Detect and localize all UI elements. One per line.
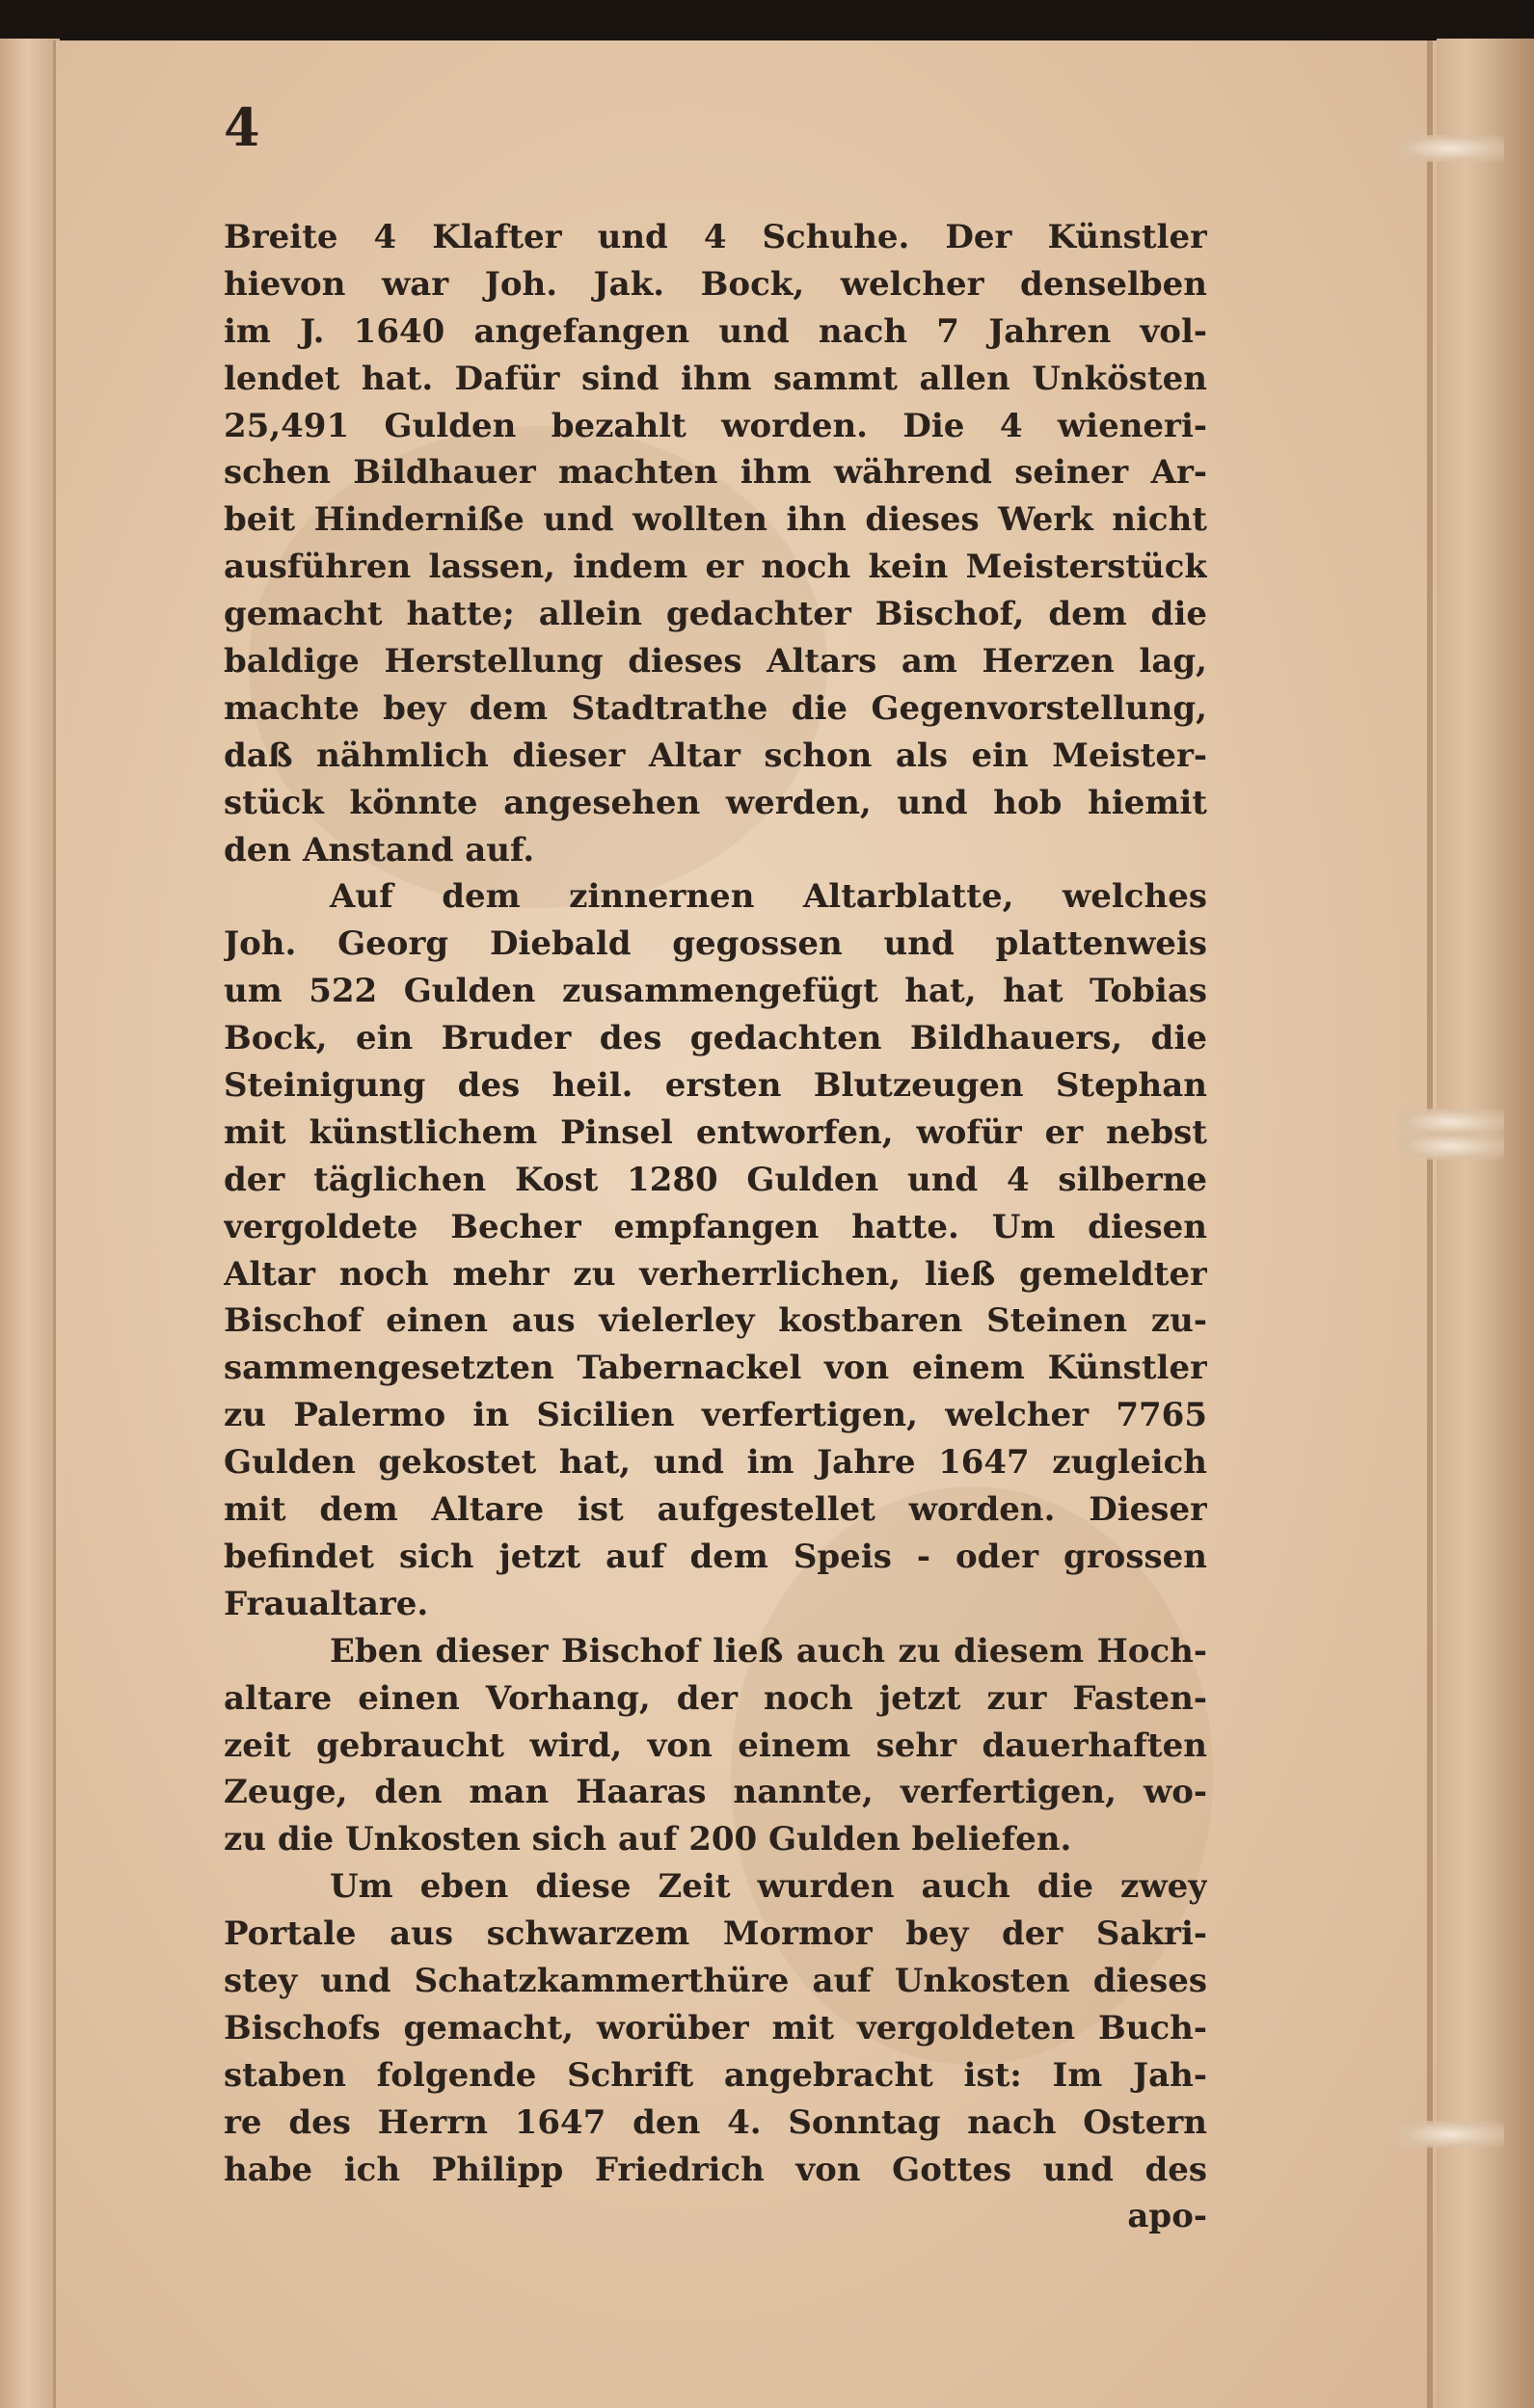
text-line: schen Bildhauer machten ihm während seiner Ar- (224, 453, 1207, 493)
text-line: altare einen Vorhang, der noch jetzt zur Fasten- (224, 1678, 1207, 1718)
text-line: baldige Herstellung dieses Altars am Herzen lag, (224, 642, 1207, 682)
text-line: Altar noch mehr zu verherrlichen, ließ gemeldter (224, 1254, 1207, 1294)
text-line: stück könnte angesehen werden, und hob hiemit (224, 783, 1207, 822)
text-line: 25,491 Gulden bezahlt worden. Die 4 wieneri- (224, 406, 1207, 445)
text-line: Zeuge, den man Haaras nannte, verfertigen, wo- (224, 1773, 1207, 1812)
text-line: mit dem Altare ist aufgestellet worden. Dieser (224, 1490, 1207, 1530)
text-line: zeit gebraucht wird, von einem sehr dauerhaften (224, 1726, 1207, 1765)
binding-stitch (1398, 135, 1504, 162)
page-number: 4 (224, 96, 260, 158)
spine-edge (0, 39, 60, 2408)
text-line: habe ich Philipp Friedrich von Gottes und des (224, 2150, 1207, 2189)
text-line: sammengesetzten Tabernackel von einem Künstler (224, 1349, 1207, 1388)
text-line: daß nähmlich dieser Altar schon als ein Meister- (224, 736, 1207, 775)
page-fold (1427, 40, 1433, 2408)
right-page-edge (1437, 39, 1534, 2408)
text-line: gemacht hatte; allein gedachter Bischof, dem die (224, 595, 1207, 634)
text-line: Bischof einen aus vielerley kostbaren Steinen zu- (224, 1301, 1207, 1341)
text-line: apo- (1127, 2197, 1207, 2236)
text-line: Eben dieser Bischof ließ auch zu diesem Hoch- (330, 1631, 1207, 1671)
binding-stitch (1398, 2121, 1504, 2148)
text-line: Bischofs gemacht, worüber mit vergoldeten Buch- (224, 2008, 1207, 2047)
text-line: machte bey dem Stadtrathe die Gegenvorstellung, (224, 688, 1207, 728)
text-line: befindet sich jetzt auf dem Speis - oder grossen (224, 1537, 1207, 1576)
binding-stitch (1398, 1109, 1504, 1136)
text-line: mit künstlichem Pinsel entworfen, wofür er nebst (224, 1112, 1207, 1152)
text-line: Auf dem zinnernen Altarblatte, welches (330, 877, 1207, 917)
text-line: staben folgende Schrift angebracht ist: Im Jah- (224, 2055, 1207, 2095)
text-line: Steinigung des heil. ersten Blutzeugen Stephan (224, 1066, 1207, 1106)
text-line: um 522 Gulden zusammengefügt hat, hat Tobias (224, 972, 1207, 1011)
text-line: Bock, ein Bruder des gedachten Bildhauers, die (224, 1019, 1207, 1058)
text-line: Gulden gekostet hat, und im Jahre 1647 zugleich (224, 1443, 1207, 1483)
text-line: vergoldete Becher empfangen hatte. Um diesen (224, 1207, 1207, 1246)
text-line: Um eben diese Zeit wurden auch die zwey (330, 1867, 1207, 1907)
text-line: zu Palermo in Sicilien verfertigen, welcher 7765 (224, 1396, 1207, 1435)
text-line: Joh. Georg Diebald gegossen und plattenweis (224, 924, 1207, 964)
text-line: hievon war Joh. Jak. Bock, welcher denselben (224, 264, 1207, 304)
binding-stitch (1398, 1133, 1504, 1160)
text-line: im J. 1640 angefangen und nach 7 Jahren vol- (224, 311, 1207, 351)
text-line: Portale aus schwarzem Mormor bey der Sakri- (224, 1914, 1207, 1954)
text-line: ausführen lassen, indem er noch kein Meisterstück (224, 548, 1207, 587)
body-text (224, 214, 1207, 2240)
text-line: beit Hinderniße und wollten ihn dieses Werk nicht (224, 500, 1207, 540)
text-line: den Anstand auf. (224, 830, 535, 870)
text-line: der täglichen Kost 1280 Gulden und 4 silberne (224, 1160, 1207, 1199)
text-line: re des Herrn 1647 den 4. Sonntag nach Ostern (224, 2102, 1207, 2142)
text-line: lendet hat. Dafür sind ihm sammt allen Unkösten (224, 359, 1207, 398)
text-line: stey und Schatzkammerthüre auf Unkosten dieses (224, 1961, 1207, 2000)
text-line: zu die Unkosten sich auf 200 Gulden beliefen. (224, 1820, 1072, 1860)
text-line: Breite 4 Klafter und 4 Schuhe. Der Künstler (224, 218, 1207, 256)
text-line: Fraualtare. (224, 1584, 429, 1623)
